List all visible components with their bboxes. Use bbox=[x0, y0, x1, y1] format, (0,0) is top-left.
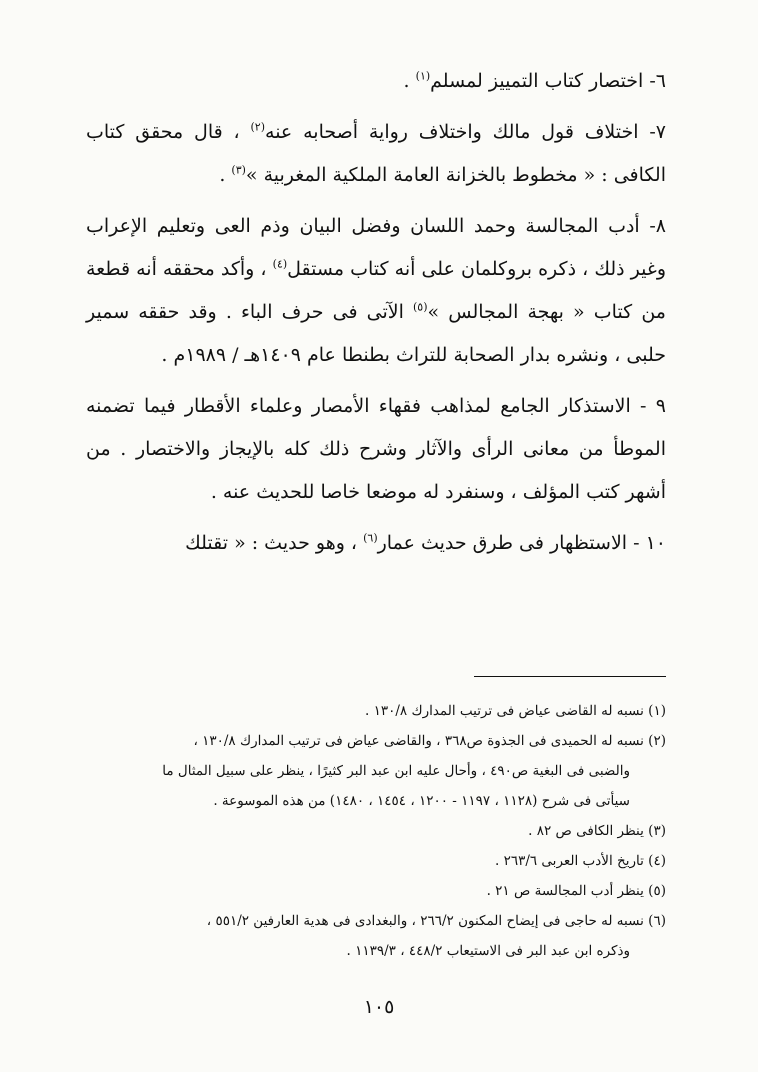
item-8-text-2: ، وأكد محققه أنه قطعة من كتاب « بهجة المجالس » bbox=[86, 258, 666, 323]
footnote-2-line-3: سيأتى فى شرح (١١٢٨ ، ١١٩٧ - ١٢٠٠ ، ١٤٥٤ ، ١٤٨٠) من هذه الموسوعة . bbox=[213, 793, 630, 809]
footnote-ref-3[interactable]: (٣) bbox=[231, 163, 246, 177]
item-9-text: ٩ - الاستذكار الجامع لمذاهب فقهاء الأمصار وعلماء الأقطار فيما تضمنه الموطأ من معانى الرأى والآثار وشرح ذلك كله بالإيجاز والاختصار . من أشهر كتب المؤلف ، وسنفرد له موضعا خاصا للحديث عنه . bbox=[86, 395, 666, 503]
main-text bbox=[86, 60, 666, 573]
item-6-text: ٦- اختصار كتاب التمييز لمسلم bbox=[430, 70, 666, 92]
footnote-2-line-1: (٢) نسبه له الحميدى فى الجذوة ص٣٦٨ ، والقاضى عياض فى ترتيب المدارك ١٣٠/٨ ، bbox=[193, 733, 666, 749]
item-10-text-1: ١٠ - الاستظهار فى طرق حديث عمار bbox=[377, 532, 666, 554]
footnotes bbox=[86, 696, 666, 966]
footnote-6-line-1: (٦) نسبه له حاجى فى إيضاح المكنون ٢٦٦/٢ ، والبغدادى فى هدية العارفين ٥٥١/٢ ، bbox=[206, 913, 666, 929]
item-7 bbox=[86, 111, 666, 197]
footnote-ref-5[interactable]: (٥) bbox=[412, 300, 428, 314]
item-7-end: . bbox=[219, 164, 232, 186]
footnote-ref-4[interactable]: (٤) bbox=[272, 257, 288, 271]
item-7-text-2: ، قال محقق كتاب الكافى : « مخطوط بالخزانة العامة الملكية المغربية » bbox=[86, 121, 666, 186]
footnote-ref-1[interactable]: (١) bbox=[415, 69, 431, 83]
item-6-end: . bbox=[403, 70, 416, 92]
footnote-3: (٣) ينظر الكافى ص ٨٢ . bbox=[528, 823, 666, 839]
item-9 bbox=[86, 385, 666, 514]
footnote-6-line-2: وذكره ابن عبد البر فى الاستيعاب ٤٤٨/٢ ، ١١٣٩/٣ . bbox=[346, 943, 630, 959]
footnote-ref-6[interactable]: (٦) bbox=[363, 531, 378, 545]
item-10 bbox=[86, 522, 666, 565]
footnote-4: (٤) تاريخ الأدب العربى ٢٦٣/٦ . bbox=[494, 853, 666, 869]
page-number: ١٠٥ bbox=[363, 996, 395, 1018]
item-7-text-1: ٧- اختلاف قول مالك واختلاف رواية أصحابه عنه bbox=[265, 121, 666, 143]
item-8-text-1: ٨- أدب المجالسة وحمد اللسان وفضل البيان وذم العى وتعليم الإعراب وغير ذلك ، ذكره بروكلمان على أنه كتاب مستقل bbox=[86, 215, 666, 280]
item-6 bbox=[86, 60, 666, 103]
footnote-ref-2[interactable]: (٢) bbox=[250, 120, 266, 134]
item-10-text-2: ، وهو حديث : « تقتلك bbox=[185, 532, 364, 554]
item-8 bbox=[86, 205, 666, 377]
item-8-text-3: الآتى فى حرف الباء . وقد حققه سمير حلبى ، ونشره بدار الصحابة للتراث بطنطا عام ١٤٠٩هـ / ١٩٨٩م . bbox=[86, 301, 666, 366]
footnote-2-line-2: والضبى فى البغية ص٤٩٠ ، وأحال عليه ابن عبد البر كثيرًا ، ينظر على سبيل المثال ما bbox=[162, 763, 630, 779]
footnote-5: (٥) ينظر أدب المجالسة ص ٢١ . bbox=[486, 883, 666, 899]
footnote-1: (١) نسبه له القاضى عياض فى ترتيب المدارك ١٣٠/٨ . bbox=[365, 703, 666, 719]
footnote-separator bbox=[474, 676, 666, 677]
